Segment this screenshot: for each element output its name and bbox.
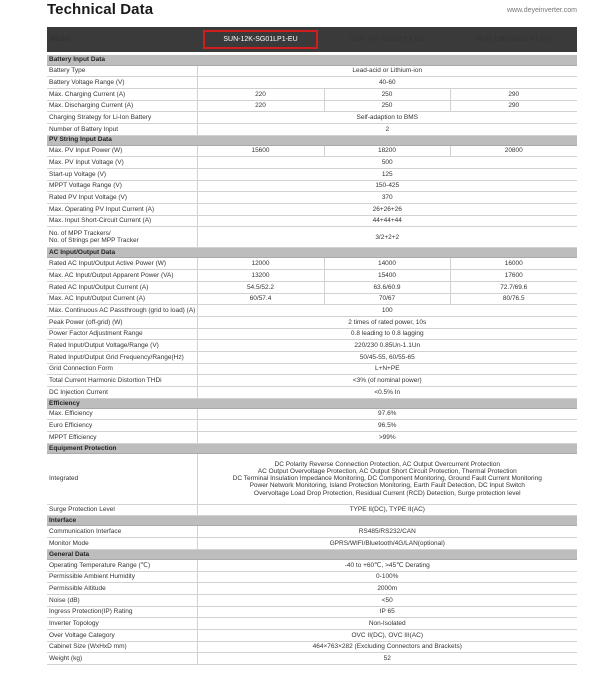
section-header: Interface: [47, 516, 577, 526]
spec-row: [47, 293, 577, 305]
spec-row: [47, 571, 577, 583]
spec-label: Power Factor Adjustment Range: [47, 328, 197, 340]
spec-label: Communication Interface: [47, 526, 197, 538]
spec-label: Total Current Harmonic Distortion THDi: [47, 375, 197, 387]
website-url[interactable]: www.deyeinverter.com: [506, 7, 577, 14]
spec-row: [47, 340, 577, 352]
spec-value: <0.5% In: [197, 387, 577, 399]
spec-value: 500: [197, 157, 577, 169]
spec-label: Max. Operating PV Input Current (A): [47, 204, 197, 216]
spec-label: Start-up Voltage (V): [47, 169, 197, 181]
spec-row: [47, 157, 577, 169]
spec-label: Number of Battery Input: [47, 123, 197, 135]
spec-label: Max. PV Input Voltage (V): [47, 157, 197, 169]
spec-label: MPPT Voltage Range (V): [47, 180, 197, 192]
spec-row: [47, 594, 577, 606]
spec-label: Max. Input Short-Circuit Current (A): [47, 215, 197, 227]
spec-value: 250: [324, 100, 450, 112]
spec-row: [47, 387, 577, 399]
spec-value: 290: [450, 88, 577, 100]
spec-value: >99%: [197, 432, 577, 444]
spec-value: Non-Isolated: [197, 618, 577, 630]
spec-label: Rated AC Input/Output Current (A): [47, 281, 197, 293]
spec-label: Charging Strategy for Li-Ion Battery: [47, 112, 197, 124]
spec-label: Max. Charging Current (A): [47, 88, 197, 100]
page-header: [47, 0, 577, 24]
spec-label: Peak Power (off-grid) (W): [47, 316, 197, 328]
spec-value: 13200: [197, 270, 324, 282]
spec-row: [47, 583, 577, 595]
spec-label: Cabinet Size (WxHxD mm): [47, 641, 197, 653]
spec-row: [47, 227, 577, 248]
spec-label: Ingress Protection(IP) Rating: [47, 606, 197, 618]
section-header: Efficiency: [47, 398, 577, 408]
spec-value: 125: [197, 169, 577, 181]
spec-row: [47, 204, 577, 216]
spec-row: [47, 408, 577, 420]
spec-row: [47, 316, 577, 328]
spec-row: [47, 123, 577, 135]
spec-value: 97.6%: [197, 408, 577, 420]
spec-row: [47, 180, 577, 192]
spec-label: Battery Type: [47, 65, 197, 77]
spec-value: 2000m: [197, 583, 577, 595]
spec-value: 50/45-55, 60/55-65: [197, 351, 577, 363]
spec-label: Max. AC Input/Output Current (A): [47, 293, 197, 305]
spec-row: [47, 328, 577, 340]
spec-value: 370: [197, 192, 577, 204]
spec-value: 52: [197, 653, 577, 665]
spec-row: [47, 453, 577, 504]
spec-value: 220: [197, 100, 324, 112]
spec-label: Permissible Altitude: [47, 583, 197, 595]
spec-row: [47, 629, 577, 641]
section-header: AC Input/Output Data: [47, 248, 577, 258]
spec-row: [47, 258, 577, 270]
model-label: Model: [47, 27, 197, 52]
spec-row: [47, 145, 577, 157]
spec-value: 17600: [450, 270, 577, 282]
spec-value: 72.7/69.6: [450, 281, 577, 293]
spec-row: [47, 65, 577, 77]
spec-row: [47, 526, 577, 538]
model-name-selected: [197, 27, 324, 52]
spec-label: Rated PV Input Voltage (V): [47, 192, 197, 204]
spec-row: [47, 281, 577, 293]
spec-row: [47, 559, 577, 571]
spec-label: Operating Temperature Range (℃): [47, 559, 197, 571]
spec-label: Grid Connection Form: [47, 363, 197, 375]
spec-row: [47, 215, 577, 227]
spec-row: [47, 432, 577, 444]
spec-value: 150-425: [197, 180, 577, 192]
spec-row: [47, 88, 577, 100]
spec-value: 250: [324, 88, 450, 100]
spec-row: [47, 363, 577, 375]
spec-value: 220/230 0.85Un-1.1Un: [197, 340, 577, 352]
spec-row: [47, 538, 577, 550]
section-header: Battery Input Data: [47, 55, 577, 65]
spec-row: [47, 606, 577, 618]
spec-label-line: No. of Strings per MPP Tracker: [49, 237, 139, 245]
selected-model-highlight: SUN-12K-SG01LP1-EU: [203, 30, 317, 50]
protection-line: DC Polarity Reverse Connection Protection, AC Output Overcurrent Protection: [274, 460, 500, 468]
spec-value: 70/67: [324, 293, 450, 305]
spec-value-multiline: [197, 453, 577, 504]
spec-row: [47, 641, 577, 653]
protection-line: DC Terminal Insulation Impedance Monitoring, DC Component Monitoring, Ground Fault Current Monitoring: [232, 475, 542, 483]
spec-row: [47, 351, 577, 363]
spec-label: Weight (kg): [47, 653, 197, 665]
spec-value: 290: [450, 100, 577, 112]
spec-row: [47, 192, 577, 204]
spec-row: [47, 100, 577, 112]
spec-value: 2: [197, 123, 577, 135]
spec-row: [47, 169, 577, 181]
protection-line: Power Network Monitoring, Island Protection Monitoring, Earth Fault Detection, DC Input Switch: [249, 482, 525, 490]
spec-label: Rated AC Input/Output Active Power (W): [47, 258, 197, 270]
spec-label: Max. Discharging Current (A): [47, 100, 197, 112]
spec-row: [47, 618, 577, 630]
spec-label: MPPT Efficiency: [47, 432, 197, 444]
spec-label-line: No. of MPP Trackers/: [49, 230, 111, 238]
spec-value: 14000: [324, 258, 450, 270]
spec-row: [47, 653, 577, 665]
spec-value: -40 to +60℃, >45℃ Derating: [197, 559, 577, 571]
spec-value: 15600: [197, 145, 324, 157]
spec-value: 15400: [324, 270, 450, 282]
spec-label: Battery Voltage Range (V): [47, 77, 197, 89]
spec-value: 40-60: [197, 77, 577, 89]
spec-value: IP 65: [197, 606, 577, 618]
spec-row: [47, 77, 577, 89]
spec-value: 18200: [324, 145, 450, 157]
spec-value: 26+26+26: [197, 204, 577, 216]
spec-value: TYPE II(DC), TYPE II(AC): [197, 504, 577, 516]
spec-label: Inverter Topology: [47, 618, 197, 630]
spec-value: 96.5%: [197, 420, 577, 432]
section-header: Equipment Protection: [47, 443, 577, 453]
spec-label: Over Voltage Category: [47, 629, 197, 641]
spec-label: Surge Protection Level: [47, 504, 197, 516]
section-header: PV String Input Data: [47, 135, 577, 145]
model-header-row: [47, 27, 577, 52]
spec-value: 20800: [450, 145, 577, 157]
spec-label: Max. Continuous AC Passthrough (grid to load) (A): [47, 305, 197, 317]
spec-value: 44+44+44: [197, 215, 577, 227]
spec-label: Monitor Mode: [47, 538, 197, 550]
spec-label: Noise (dB): [47, 594, 197, 606]
spec-label: Integrated: [47, 453, 197, 504]
spec-row: [47, 270, 577, 282]
spec-value: 0-100%: [197, 571, 577, 583]
spec-value: 220: [197, 88, 324, 100]
spec-value: 60/57.4: [197, 293, 324, 305]
spec-value: <50: [197, 594, 577, 606]
spec-value: 0.8 leading to 0.8 lagging: [197, 328, 577, 340]
spec-value: 54.5/52.2: [197, 281, 324, 293]
technical-data-table: [47, 27, 577, 665]
model-name: SUN-16K-SG01LP1-EU: [450, 27, 577, 52]
spec-value: Self-adaption to BMS: [197, 112, 577, 124]
spec-label: Euro Efficiency: [47, 420, 197, 432]
spec-value: 464×763×282 (Excluding Connectors and Brackets): [197, 641, 577, 653]
spec-label: Rated Input/Output Grid Frequency/Range(Hz): [47, 351, 197, 363]
spec-label: Max. AC Input/Output Apparent Power (VA): [47, 270, 197, 282]
spec-label: Rated Input/Output Voltage/Range (V): [47, 340, 197, 352]
spec-label: Permissible Ambient Humidity: [47, 571, 197, 583]
spec-value: OVC II(DC), OVC III(AC): [197, 629, 577, 641]
spec-value: 80/76.5: [450, 293, 577, 305]
spec-value: 100: [197, 305, 577, 317]
spec-label: [47, 227, 197, 248]
spec-value: GPRS/WIFI/Bluetooth/4G/LAN(optional): [197, 538, 577, 550]
spec-value: 63.6/60.9: [324, 281, 450, 293]
spec-value: 16000: [450, 258, 577, 270]
section-header: General Data: [47, 549, 577, 559]
protection-line: AC Output Overvoltage Protection, AC Output Short Circuit Protection, Thermal Protection: [257, 467, 517, 475]
spec-value: 3/2+2+2: [197, 227, 577, 248]
spec-row: [47, 504, 577, 516]
spec-row: [47, 420, 577, 432]
protection-line: Overvoltage Load Drop Protection, Residual Current (RCD) Detection, Surge protection level: [253, 489, 521, 497]
spec-value: RS485/RS232/CAN: [197, 526, 577, 538]
spec-label: DC Injection Current: [47, 387, 197, 399]
spec-label: Max. PV Input Power (W): [47, 145, 197, 157]
spec-row: [47, 112, 577, 124]
model-name: SUN-14K-SG01LP1-EU: [324, 27, 450, 52]
spec-value: Lead-acid or Lithium-ion: [197, 65, 577, 77]
spec-label: Max. Efficiency: [47, 408, 197, 420]
spec-value: 2 times of rated power, 10s: [197, 316, 577, 328]
spec-row: [47, 305, 577, 317]
spec-value: L+N+PE: [197, 363, 577, 375]
spec-value: 12000: [197, 258, 324, 270]
page-title: Technical Data: [47, 1, 154, 18]
spec-row: [47, 375, 577, 387]
spec-value: <3% (of nominal power): [197, 375, 577, 387]
